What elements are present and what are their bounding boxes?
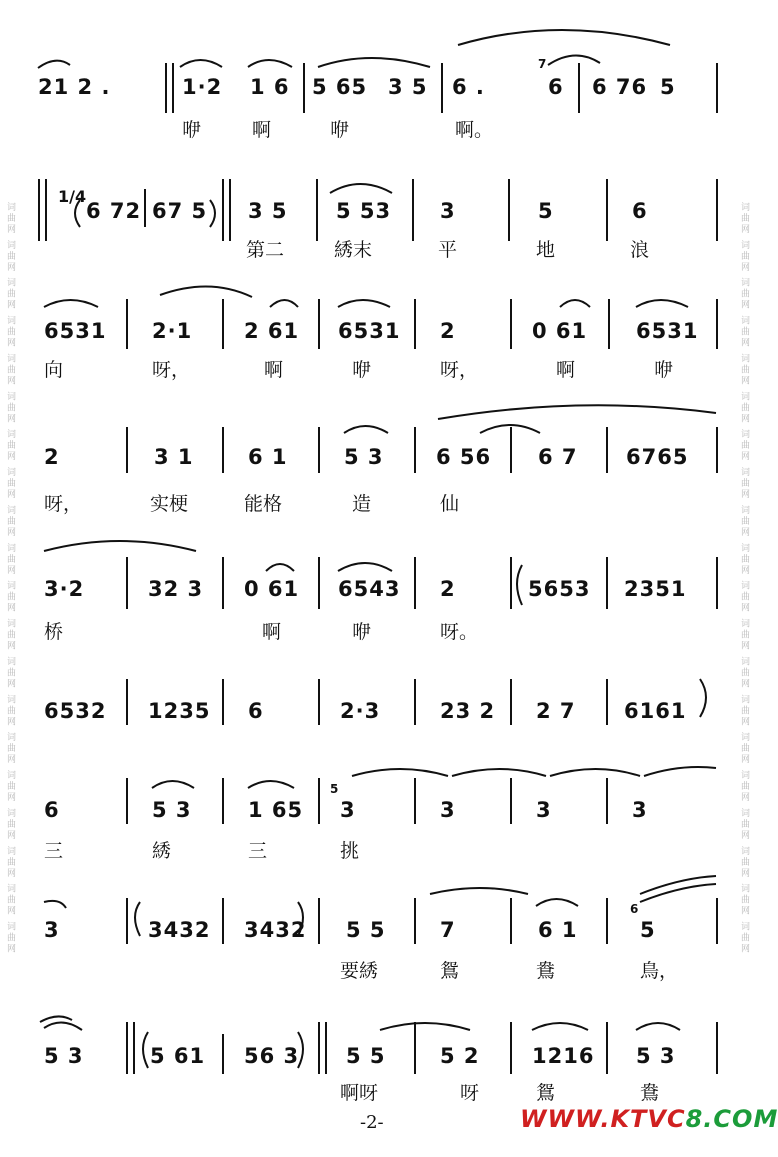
notes: 6 1 bbox=[248, 445, 288, 469]
lyric: 啊。 bbox=[455, 119, 494, 141]
notes: 5 3 bbox=[344, 445, 384, 469]
lyric: 鴦 bbox=[640, 1082, 660, 1104]
notes: 6543 bbox=[338, 577, 401, 601]
notes: 5 3 bbox=[636, 1044, 676, 1068]
notes-m3b: 3 5 bbox=[388, 75, 428, 99]
notes: 3 5 bbox=[248, 199, 288, 223]
lyric: 鴦 bbox=[536, 960, 556, 982]
notes: 5 61 bbox=[150, 1044, 206, 1068]
notes: 5 5 bbox=[346, 1044, 386, 1068]
notes: 6 72 bbox=[86, 199, 142, 223]
notes: 3 bbox=[440, 199, 456, 223]
notes: 0 61 bbox=[532, 319, 588, 343]
notes: 0 61 bbox=[244, 577, 300, 601]
notes: 2 bbox=[440, 319, 456, 343]
notes-m2b: 1 6 bbox=[250, 75, 290, 99]
notes-m1: 21 2 . bbox=[38, 75, 111, 99]
lyric: 造 bbox=[352, 493, 372, 515]
notes: 3 bbox=[44, 918, 60, 942]
score-system-7 bbox=[0, 760, 750, 878]
notes: 2351 bbox=[624, 577, 687, 601]
notes: 5 bbox=[538, 199, 554, 223]
notes-m5b: 5 bbox=[660, 75, 676, 99]
lyric: 浪 bbox=[630, 239, 650, 261]
lyric: 地 bbox=[536, 239, 556, 261]
notes: 5 53 bbox=[336, 199, 392, 223]
lyric: 呀， bbox=[440, 359, 479, 381]
lyric: 挑 bbox=[340, 840, 360, 862]
notes: 1235 bbox=[148, 699, 211, 723]
notes: 5 3 bbox=[152, 798, 192, 822]
notes: 2·3 bbox=[340, 699, 381, 723]
lyric: 向 bbox=[44, 359, 64, 381]
lyric: 仙 bbox=[440, 493, 460, 515]
notes: 6161 bbox=[624, 699, 687, 723]
notes: 6765 bbox=[626, 445, 689, 469]
lyric: 啊 bbox=[264, 359, 284, 381]
lyric: 第二 bbox=[246, 239, 285, 261]
notes: 6531 bbox=[44, 319, 107, 343]
lyric: 咿 bbox=[330, 119, 350, 141]
notes: 2 61 bbox=[244, 319, 300, 343]
notes-m4b: 6 bbox=[548, 75, 564, 99]
slur-marks bbox=[0, 45, 750, 163]
notes: 3432 bbox=[244, 918, 307, 942]
notes: 6531 bbox=[338, 319, 401, 343]
score-system-3 bbox=[0, 285, 750, 403]
lyric: 啊 bbox=[556, 359, 576, 381]
score-system-2 bbox=[0, 165, 750, 283]
lyric: 三 bbox=[248, 840, 268, 862]
lyric: 鳥， bbox=[640, 960, 679, 982]
grace-note: 6 bbox=[630, 902, 639, 916]
notes: 6 1 bbox=[538, 918, 578, 942]
notes: 6 bbox=[44, 798, 60, 822]
grace-note: 7 bbox=[538, 57, 547, 71]
lyric: 啊 bbox=[262, 621, 282, 643]
lyric: 呀， bbox=[44, 493, 83, 515]
notes: 2 bbox=[44, 445, 60, 469]
time-signature: 1/4 bbox=[58, 187, 87, 206]
lyric: 呀， bbox=[152, 359, 191, 381]
notes: 2 7 bbox=[536, 699, 576, 723]
notes: 3·2 bbox=[44, 577, 85, 601]
lyric: 三 bbox=[44, 840, 64, 862]
notes: 3432 bbox=[148, 918, 211, 942]
notes: 3 bbox=[340, 798, 356, 822]
notes: 5 2 bbox=[440, 1044, 480, 1068]
lyric: 咿 bbox=[352, 359, 372, 381]
slur-marks bbox=[0, 285, 750, 403]
lyric: 要綉 bbox=[340, 960, 379, 982]
lyric: 呀 bbox=[460, 1082, 480, 1104]
site-watermark-part-a: WWW.KTVC bbox=[520, 1105, 686, 1133]
notes: 3 bbox=[440, 798, 456, 822]
notes-m2a: 1·2 bbox=[182, 75, 223, 99]
score-system-4 bbox=[0, 405, 750, 523]
score-system-9 bbox=[0, 1000, 750, 1118]
score-system-1 bbox=[0, 45, 750, 163]
watermark-right: 词曲网 词曲网 词曲网 词曲网 词曲网 词曲网 词曲网 词曲网 词曲网 词曲网 词曲网 词曲网 词曲网 词曲网 词曲网 词曲网 词曲网 词曲网 词曲网 词曲网 bbox=[739, 202, 749, 955]
notes: 3 1 bbox=[154, 445, 194, 469]
lyric: 咿 bbox=[352, 621, 372, 643]
grace-note: 5 bbox=[330, 782, 339, 796]
lyric: 桥 bbox=[44, 621, 64, 643]
notes: 6 bbox=[248, 699, 264, 723]
notes-m5a: 6 76 bbox=[592, 75, 648, 99]
lyric: 实梗 bbox=[150, 493, 189, 515]
notes: 6 7 bbox=[538, 445, 578, 469]
notes: 5653 bbox=[528, 577, 591, 601]
notes: 56 3 bbox=[244, 1044, 300, 1068]
lyric: 能格 bbox=[244, 493, 283, 515]
notes: 1216 bbox=[532, 1044, 595, 1068]
lyric: 啊 bbox=[252, 119, 272, 141]
slur-marks bbox=[0, 165, 750, 283]
lyric: 綉 bbox=[152, 840, 172, 862]
notes: 67 5 bbox=[152, 199, 208, 223]
notes: 3 bbox=[632, 798, 648, 822]
score-system-8 bbox=[0, 880, 750, 998]
lyric: 鴛 bbox=[536, 1082, 556, 1104]
notes: 2 bbox=[440, 577, 456, 601]
watermark-left: 词曲网 词曲网 词曲网 词曲网 词曲网 词曲网 词曲网 词曲网 词曲网 词曲网 词曲网 词曲网 词曲网 词曲网 词曲网 词曲网 词曲网 词曲网 词曲网 词曲网 bbox=[5, 202, 15, 955]
notes: 6 bbox=[632, 199, 648, 223]
notes: 3 bbox=[536, 798, 552, 822]
notes: 5 3 bbox=[44, 1044, 84, 1068]
lyric: 平 bbox=[438, 239, 458, 261]
notes: 7 bbox=[440, 918, 456, 942]
site-watermark bbox=[520, 1105, 778, 1133]
page-number: -2- bbox=[360, 1112, 384, 1133]
notes: 6531 bbox=[636, 319, 699, 343]
notes: 6532 bbox=[44, 699, 107, 723]
notes: 1 65 bbox=[248, 798, 304, 822]
score-system-5 bbox=[0, 535, 750, 653]
notes: 6 56 bbox=[436, 445, 492, 469]
notes: 5 5 bbox=[346, 918, 386, 942]
notes: 5 bbox=[640, 918, 656, 942]
lyric: 啊呀 bbox=[340, 1082, 379, 1104]
notes: 2·1 bbox=[152, 319, 193, 343]
lyric: 鴛 bbox=[440, 960, 460, 982]
lyric: 咿 bbox=[182, 119, 202, 141]
notes-m3a: 5 65 bbox=[312, 75, 368, 99]
lyric: 呀。 bbox=[440, 621, 479, 643]
notes-m4a: 6 . bbox=[452, 75, 485, 99]
lyric: 咿 bbox=[654, 359, 674, 381]
notes: 32 3 bbox=[148, 577, 204, 601]
site-watermark-part-b: 8.COM bbox=[685, 1105, 778, 1133]
notes: 23 2 bbox=[440, 699, 496, 723]
lyric: 綉末 bbox=[334, 239, 373, 261]
